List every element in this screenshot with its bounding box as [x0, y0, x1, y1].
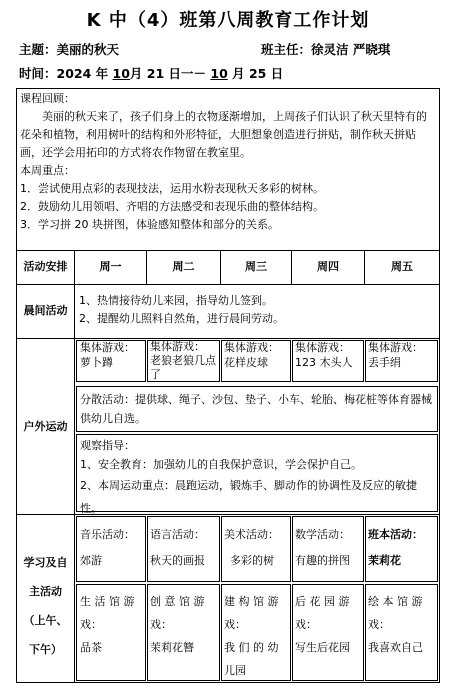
header-day: 周三	[245, 260, 267, 273]
learning-title: 班本活动：	[368, 528, 423, 541]
learning-friday	[368, 522, 436, 574]
learning-name: 秋天的画报	[150, 554, 205, 567]
review-text: 美丽的秋天来了，孩子们身上的衣物逐渐增加，上周孩子们认识了秋天里特有的花朵和植物，利用树叶的结构和外形特征，大胆想象创造进行拼贴，制作秋天拼贴画，还学会用拓印的方式将农作物留在教室里。	[20, 110, 427, 159]
hall-name: 茉莉花簪	[150, 641, 194, 654]
game-title: 集体游戏：	[150, 340, 205, 353]
morning-item: 2、提醒幼儿照料自然角，进行晨间劳动。	[79, 312, 284, 325]
teacher-label: 班主任：	[261, 42, 312, 57]
guide-content	[80, 436, 434, 520]
learning-monday	[80, 522, 144, 574]
hall-tuesday	[150, 590, 218, 659]
time-label: 时间：	[19, 66, 57, 81]
guide-item: 1、安全教育：加强幼儿的自我保护意识，学会保护自己。	[80, 458, 362, 471]
learning-label	[17, 548, 74, 664]
row-divider	[16, 338, 440, 339]
header-day: 周一	[99, 260, 122, 273]
hall-thursday	[295, 590, 363, 659]
hall-wednesday	[224, 590, 290, 682]
hall-title: 后 花 园 游 戏：	[295, 595, 350, 631]
game-title: 集体游戏：	[368, 341, 423, 354]
learning-thursday	[295, 522, 363, 574]
focus-item: 2．鼓励幼儿用领唱、齐唱的方法感受和表现乐曲的整体结构。	[20, 200, 324, 213]
hall-friday	[368, 590, 436, 659]
row-divider	[16, 284, 440, 285]
hall-title: 创 意 馆 游 戏：	[150, 595, 205, 631]
learning-name: 茉莉花	[368, 554, 401, 567]
game-tuesday	[150, 340, 218, 382]
guide-item: 2、本周运动重点：晨跑运动，锻炼手、脚动作的协调性及反应的敏捷性。	[80, 479, 417, 515]
table-border-bottom	[16, 682, 440, 683]
review-heading: 课程回顾：	[20, 92, 75, 105]
header-day: 周二	[172, 260, 195, 273]
game-friday	[368, 340, 436, 370]
theme-value: 美丽的秋天	[56, 42, 120, 57]
theme-label: 主题：	[19, 42, 57, 57]
game-name: 丢手绢	[368, 356, 401, 369]
focus-item: 1．尝试使用点彩的表现技法，运用水粉表现秋天多彩的树林。	[20, 182, 324, 195]
time-end-text: 月 25 日	[227, 66, 284, 81]
game-thursday	[295, 340, 363, 370]
hall-name: 写生后花园	[295, 641, 350, 654]
focus-item: 3．学习拼 20 块拼图，体验感知整体和部分的关系。	[20, 218, 279, 231]
outdoor-label: 户外运动	[23, 420, 68, 433]
learning-label-line: 主活动	[29, 585, 62, 598]
review-section	[20, 90, 436, 234]
header-activity: 活动安排	[23, 260, 68, 273]
time-prefix: 2024 年	[56, 66, 113, 81]
learning-label-line: （上午、	[23, 614, 68, 627]
time-line	[19, 64, 283, 82]
focus-heading: 本周重点：	[20, 164, 75, 177]
guide-heading: 观察指导：	[80, 439, 135, 452]
learning-name: 郊游	[80, 554, 102, 567]
hall-name: 我 们 的 幼 儿园	[224, 641, 279, 677]
scattered-activity: 分散活动：提供球、绳子、沙包、垫子、小车、轮胎、梅花桩等体育器械供幼儿自选。	[80, 393, 432, 425]
game-title: 集体游戏：	[80, 341, 135, 354]
teacher-value: 徐灵洁 严晓琪	[311, 42, 391, 57]
learning-tuesday	[150, 522, 218, 574]
hall-title: 生 活 馆 游 戏：	[80, 595, 135, 631]
game-name: 花样皮球	[224, 356, 268, 369]
hall-name: 我喜欢自己	[368, 641, 423, 654]
learning-title: 音乐活动：	[80, 528, 135, 541]
game-title: 集体游戏：	[224, 341, 279, 354]
time-start-month: 10	[112, 66, 130, 81]
game-wednesday	[224, 340, 290, 370]
learning-title: 语言活动：	[150, 528, 205, 541]
hall-title: 绘 本 馆 游 戏：	[368, 595, 423, 631]
morning-content	[79, 292, 435, 328]
game-name: 123 木头人	[295, 356, 353, 369]
time-start-text: 月 21 日一－	[129, 66, 211, 81]
theme-line	[19, 40, 119, 58]
learning-label-line: 学习及自	[23, 556, 68, 569]
header-day: 周四	[317, 260, 339, 273]
hall-monday	[80, 590, 144, 659]
learning-name: 多彩的树	[230, 554, 274, 567]
game-name: 萝卜蹲	[80, 356, 113, 369]
table-border-top	[16, 88, 440, 89]
hall-name: 品茶	[80, 641, 102, 654]
table-border-right	[439, 88, 440, 683]
learning-name: 有趣的拼图	[295, 554, 350, 567]
row-divider	[16, 250, 440, 251]
morning-item: 1、热情接待幼儿来园，指导幼儿签到。	[79, 294, 273, 307]
hall-title: 建 构 馆 游 戏：	[224, 595, 279, 631]
learning-wednesday	[224, 522, 290, 574]
learning-title: 美术活动：	[224, 528, 279, 541]
teacher-line	[261, 40, 390, 58]
game-title: 集体游戏：	[295, 341, 350, 354]
header-day: 周五	[391, 260, 413, 273]
time-end-month: 10	[210, 66, 228, 81]
learning-label-line: 下午）	[29, 643, 62, 656]
learning-title: 数学活动：	[295, 528, 350, 541]
col-divider	[74, 250, 75, 682]
page-title: K 中（4）班第八周教育工作计划	[86, 10, 370, 31]
morning-label: 晨间活动	[23, 304, 68, 317]
game-name: 老狼老狼几点了	[150, 354, 216, 381]
game-monday	[80, 340, 144, 370]
